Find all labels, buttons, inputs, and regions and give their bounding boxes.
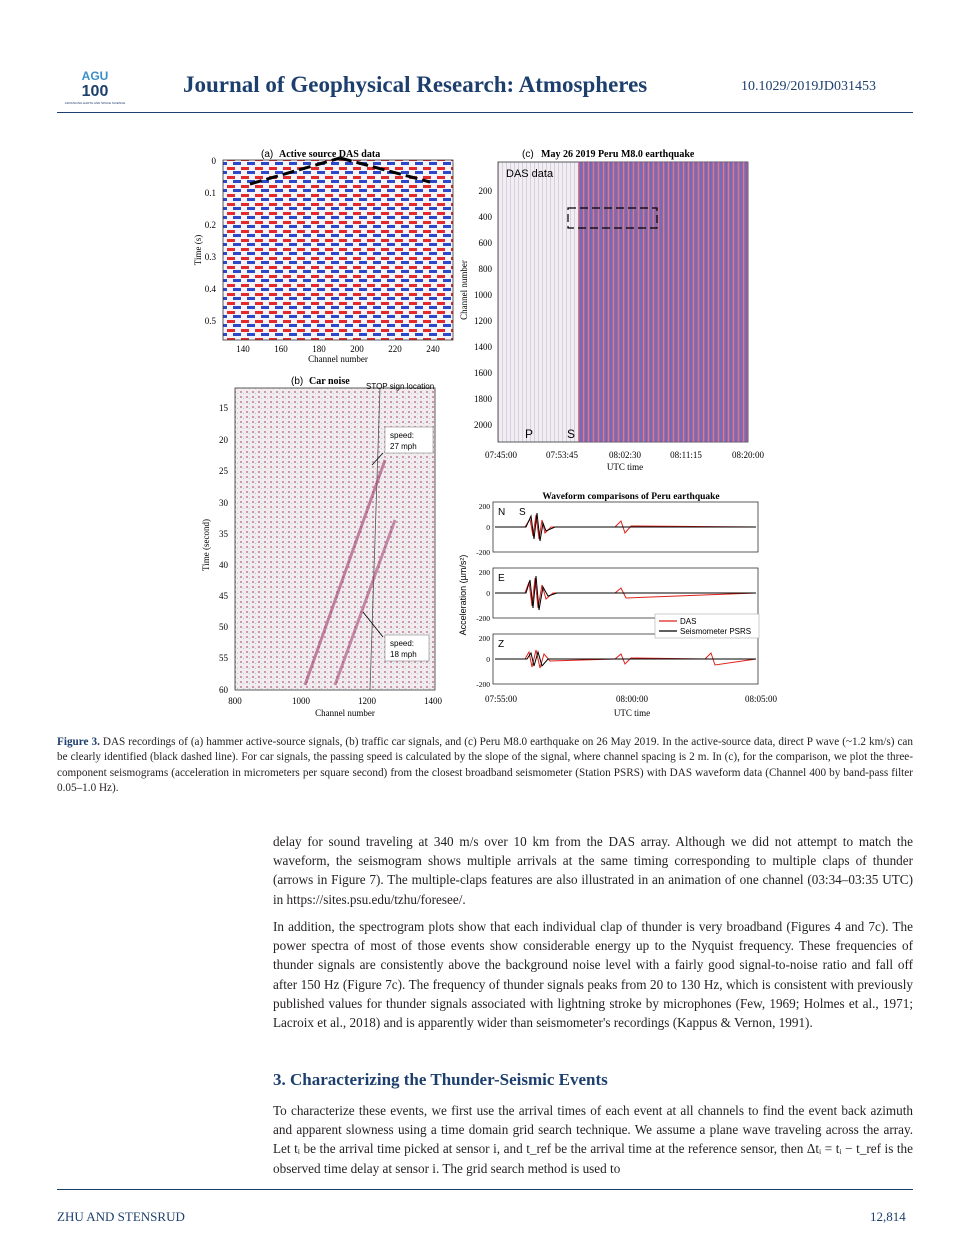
legend-das: DAS [680,617,697,626]
panel-b-yticks [219,403,229,695]
agu100-logo [64,68,126,110]
svg-text:1600: 1600 [474,368,492,378]
svg-text:25: 25 [219,466,228,476]
svg-text:07:55:00: 07:55:00 [484,694,518,704]
component-e-label: E [498,573,505,584]
svg-text:0.2: 0.2 [204,220,216,230]
panel-a-xticks [236,344,440,354]
panel-c-ylabel: Channel number [459,260,469,320]
speed-value-1: 27 mph [390,442,417,451]
svg-text:200: 200 [478,186,492,196]
svg-text:1800: 1800 [474,394,492,404]
panel-c-prefix: (c) [522,149,534,160]
panel-d-yticks [476,502,490,689]
svg-text:400: 400 [478,212,492,222]
svg-text:0.4: 0.4 [204,284,216,294]
svg-text:-200: -200 [476,548,490,557]
svg-text:0.5: 0.5 [204,316,216,326]
panel-a [193,149,453,364]
speed-value-2: 18 mph [390,650,417,659]
svg-text:35: 35 [219,529,228,539]
svg-text:2000: 2000 [474,420,492,430]
svg-text:0: 0 [486,523,490,532]
svg-text:1400: 1400 [474,342,492,352]
svg-text:08:05:00: 08:05:00 [744,694,778,704]
page-number: 12,814 [870,1209,906,1224]
svg-text:07:53:45: 07:53:45 [545,450,579,460]
s-wave-label: S [519,507,526,518]
panel-b-ylabel: Time (second) [201,519,211,571]
p-arrival-label: P [525,427,534,441]
speed-label-2: speed: [390,639,415,648]
svg-text:1400: 1400 [424,696,442,706]
panel-d-xticks [485,694,778,704]
panel-d-ylabel: Acceleration (µm/s²) [458,554,468,636]
svg-text:180: 180 [312,344,326,354]
svg-text:240: 240 [426,344,440,354]
svg-text:0.3: 0.3 [204,252,216,262]
svg-text:200: 200 [350,344,364,354]
legend-seismometer: Seismometer PSRS [680,627,752,636]
panel-d [458,492,777,718]
svg-text:200: 200 [478,502,490,511]
panel-b [201,376,443,718]
s-arrival-label: S [567,427,576,441]
panel-b-prefix: (b) [291,376,304,387]
section-heading: 3. Characterizing the Thunder-Seismic Events [273,1070,608,1089]
panel-a-xlabel: Channel number [308,354,368,364]
panel-c-yticks [474,186,493,430]
svg-text:200: 200 [478,568,490,577]
paragraph-2: In addition, the spectrogram plots show that each individual clap of thunder is very broadband (Figures 4 and 7c). The power spectra of most of those events show considerable energy up to the Nyquist frequency. These frequencies of thunder signals are consistently above the background noise level with a fairly good signal-to-noise ratio and fall off after 150 Hz (Figure 7c). The frequency of thunder signals peaks from 20 to 130 Hz, which is consistent with previously published values for thunder signals associated with lightning stroke by microphones (Few, 1969; Holmes et al., 1971; Lacroix et al., 2018) and is apparently wider than seismometer's recordings (Kappus & Vernon, 1991). [273,919,913,1031]
svg-text:07:45:00: 07:45:00 [484,450,518,460]
doi[interactable]: 10.1029/2019JD031453 [741,79,876,94]
logo-agu-text: AGU [81,69,109,83]
caption-text: DAS recordings of (a) hammer active-source signals, (b) traffic car signals, and (c) Peru M8.0 earthquake on 26 May 2019. In the active-source data, direct P wave (~1.2 km/s) can be clearly identified (black dashed line). For car signals, the passing speed is calculated by the slope of the signal, where channel spacing is 2 m. In (c), for the comparison, we plot the three-component seismograms (acceleration in micrometers per square second) from the closest broadband seismometer (Station PSRS) with DAS waveform data (Channel 400 by band-pass filter 0.05–1.0 Hz). [57,736,913,795]
panel-b-xticks [228,696,442,706]
panel-c-image-post [578,162,748,442]
svg-text:30: 30 [219,498,228,508]
panel-a-yticks [205,156,217,326]
svg-text:0.1: 0.1 [204,188,216,198]
header-divider [57,112,913,113]
panel-d-xlabel: UTC time [613,708,651,718]
svg-text:140: 140 [236,344,250,354]
footer-divider [57,1189,913,1190]
caption-label: Figure 3. [57,736,100,748]
panel-b-xlabel: Channel number [315,708,375,718]
svg-text:45: 45 [219,591,228,601]
panel-d-title: Waveform comparisons of Peru earthquake [542,492,720,502]
svg-text:160: 160 [274,344,288,354]
svg-text:600: 600 [478,238,492,248]
svg-text:20: 20 [219,435,228,445]
svg-text:50: 50 [219,622,228,632]
panel-c [459,149,764,472]
svg-text:0: 0 [486,655,490,664]
svg-text:08:02:30: 08:02:30 [608,450,642,460]
figure-caption [57,735,913,797]
svg-text:800: 800 [228,696,242,706]
svg-text:1000: 1000 [474,290,492,300]
panel-a-ylabel: Time (s) [193,234,203,266]
svg-text:08:20:00: 08:20:00 [731,450,765,460]
panel-a-image [223,160,453,340]
stop-sign-label: STOP sign location [366,382,435,391]
svg-text:1200: 1200 [474,316,492,326]
svg-text:220: 220 [388,344,402,354]
panel-c-xticks [485,450,765,460]
logo-tagline: ADVANCING EARTH AND SPACE SCIENCE [64,101,126,105]
logo-100-text: 100 [81,83,109,100]
svg-text:-200: -200 [476,680,490,689]
svg-text:08:11:15: 08:11:15 [670,450,702,460]
paragraph-3: To characterize these events, we first use the arrival times of each event at all channels to find the event back azimuth and apparent slowness using a time domain grid search technique. We assume a plane wave traveling across the array. Let tᵢ be the arrival time picked at sensor i, and t_ref be the arrival time at the reference sensor, then Δtᵢ = tᵢ − t_ref is the observed time delay at sensor i. The grid search method is used to [273,1103,913,1176]
svg-text:55: 55 [219,653,228,663]
component-z-label: Z [498,639,505,650]
footer-authors: ZHU AND STENSRUD [57,1209,185,1224]
figure-3 [185,140,785,720]
svg-text:200: 200 [478,634,490,643]
svg-text:1000: 1000 [292,696,310,706]
svg-text:0: 0 [211,156,216,166]
das-data-label: DAS data [506,168,554,180]
panel-c-title: May 26 2019 Peru M8.0 earthquake [541,149,695,160]
component-n-label: N [498,507,506,518]
panel-a-title: Active source DAS data [279,149,381,160]
svg-text:08:00:00: 08:00:00 [615,694,649,704]
panel-a-prefix: (a) [261,149,274,160]
svg-text:1200: 1200 [358,696,376,706]
svg-text:15: 15 [219,403,228,413]
svg-text:0: 0 [486,589,490,598]
svg-text:60: 60 [219,685,228,695]
panel-c-xlabel: UTC time [606,462,644,472]
speed-label-1: speed: [390,431,415,440]
svg-text:40: 40 [219,560,228,570]
svg-text:800: 800 [478,264,492,274]
journal-title: Journal of Geophysical Research: Atmospheres [183,72,648,97]
paragraph-1: delay for sound traveling at 340 m/s over 10 km from the DAS array. Although we did not attempt to match the waveform, the seismogram shows multiple arrivals at the same timing corresponding to multiple claps of thunder (arrows in Figure 7). The multiple-claps features are also illustrated in an animation of one channel (03:34–03:35 UTC) in https://sites.psu.edu/tzhu/foresee/. [273,834,913,907]
svg-text:-200: -200 [476,614,490,623]
panel-b-title: Car noise [309,376,350,387]
